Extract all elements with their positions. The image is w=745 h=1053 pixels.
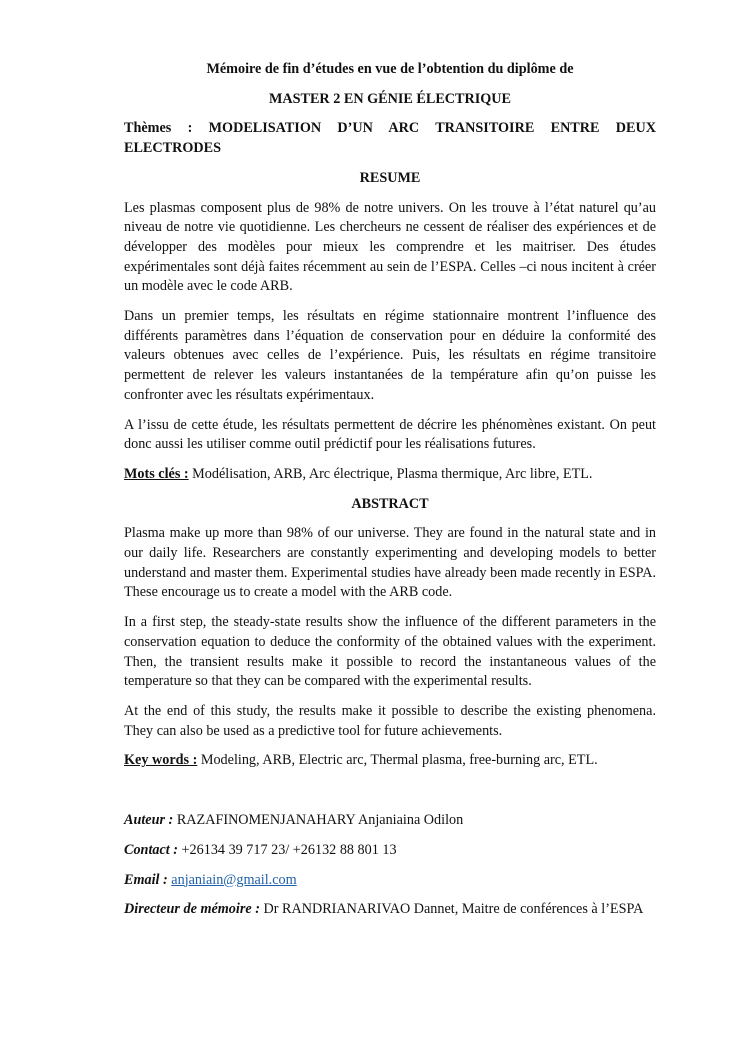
contact-label: Contact :: [124, 841, 178, 858]
abstract-paragraph-2: In a first step, the steady-state results show the influence of the different parameters in the conservation equation to deduce the conformity of the obtained values with the experiment. Then, the transient results make it possible to record the instantaneous values of the temperature so that they can be compared with the experimental results.: [124, 614, 656, 690]
abstract-paragraph-1: Plasma make up more than 98% of our universe. They are found in the natural state and in our daily life. Researchers are constantly experimenting and developing models to better understand and master them. Experimental studies have already been made recently in ESPA. These encourage us to create a model with the ARB code.: [124, 525, 656, 601]
author-label: Auteur :: [124, 812, 174, 829]
contact-value: +26134 39 717 23/ +26132 88 801 13: [178, 841, 397, 858]
theme-text: MODELISATION D’UN ARC TRANSITOIRE ENTRE DEUX ELECTRODES: [124, 120, 656, 157]
author-value: RAZAFINOMENJANAHARY Anjaniaina Odilon: [173, 812, 464, 829]
resume-paragraph-1: Les plasmas composent plus de 98% de notre univers. On les trouve à l’état naturel qu’au niveau de notre vie quotidienne. Les chercheurs ne cessent de réaliser des expériences et de développer des modèles pour mieux les comprendre et les maitriser. Des études expérimentales sont déjà faites récemment au sein de l’ESPA. Celles –ci nous incitent à créer un modèle avec le code ARB.: [124, 199, 656, 295]
spacer: [124, 781, 656, 811]
abstract-paragraph-3: At the end of this study, the results make it possible to describe the existing phenomena. They can also be used as a predictive tool for future achievements.: [124, 702, 656, 739]
resume-keywords-label: Mots clés :: [124, 465, 189, 482]
theme-line: [124, 119, 656, 158]
resume-keywords-text: Modélisation, ARB, Arc électrique, Plasma thermique, Arc libre, ETL.: [188, 465, 593, 482]
director-value: Dr RANDRIANARIVAO Dannet, Maitre de conférences à l’ESPA: [259, 901, 644, 918]
document-page: [124, 60, 656, 930]
director-label: Directeur de mémoire :: [124, 901, 260, 918]
abstract-title: ABSTRACT: [351, 495, 429, 512]
email-link[interactable]: anjaniain@gmail.com: [171, 871, 297, 888]
resume-paragraph-3: A l’issu de cette étude, les résultats permettent de décrire les phénomènes existant. On peut donc aussi les utiliser comme outil prédictif pour les réalisations futures.: [124, 416, 656, 453]
abstract-keywords: [124, 751, 656, 771]
theme-label: Thèmes :: [124, 120, 193, 137]
email-label: Email :: [124, 871, 168, 888]
abstract-keywords-label: Key words :: [124, 752, 198, 769]
header-line-1: Mémoire de fin d’études en vue de l’obtention du diplôme de: [206, 61, 574, 77]
resume-keywords: [124, 465, 656, 485]
email-line: [124, 871, 656, 891]
resume-title: RESUME: [359, 169, 421, 186]
resume-paragraph-2: Dans un premier temps, les résultats en régime stationnaire montrent l’influence des différents paramètres dans l’équation de conservation pour en déduire la conformité des valeurs obtenues avec celles de l’expérience. Puis, les résultats en régime transitoire permettent de relever les valeurs instantanées de la température afin qu’on puisse les confronter avec les résultats expérimentaux.: [124, 308, 656, 403]
header-line-2: MASTER 2 EN GÉNIE ÉLECTRIQUE: [268, 90, 512, 107]
abstract-keywords-text: Modeling, ARB, Electric arc, Thermal plasma, free-burning arc, ETL.: [197, 752, 598, 769]
author-line: [124, 811, 656, 831]
contact-line: [124, 841, 656, 861]
director-line: [124, 900, 656, 920]
